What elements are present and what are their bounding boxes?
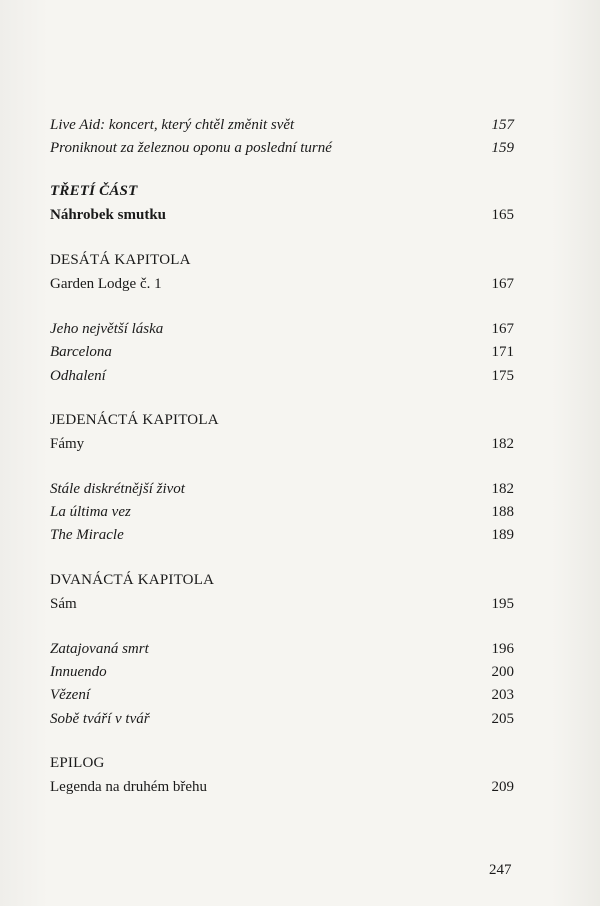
- page-number: 247: [489, 862, 512, 878]
- entry-title: Náhrobek smutku: [50, 207, 167, 223]
- entry-page: 167: [491, 321, 514, 337]
- toc-entry: [50, 640, 514, 658]
- entry-page: 188: [491, 504, 514, 520]
- entry-title: Sám: [50, 596, 77, 612]
- entry-page: 189: [491, 527, 514, 543]
- entry-page: 171: [491, 344, 514, 360]
- toc-entry: [50, 503, 514, 521]
- entry-title: Sobě tváří v tvář: [50, 711, 150, 727]
- entry-page: 209: [491, 779, 514, 795]
- entry-page: 203: [491, 687, 514, 703]
- entry-page: 159: [491, 140, 514, 156]
- toc-entry: [50, 663, 514, 681]
- entry-page: 182: [491, 481, 514, 497]
- toc-entry: [50, 595, 514, 613]
- toc-entry: [50, 480, 514, 498]
- entry-title: Zatajovaná smrt: [50, 641, 149, 657]
- chapter-heading: JEDENÁCTÁ KAPITOLA: [50, 412, 219, 428]
- toc-entry: [50, 275, 514, 293]
- entry-title: Barcelona: [50, 344, 112, 360]
- entry-page: 195: [491, 596, 514, 612]
- toc-entry: [50, 367, 514, 385]
- chapter-heading: DESÁTÁ KAPITOLA: [50, 252, 191, 268]
- entry-title: The Miracle: [50, 527, 124, 543]
- toc-entry: [50, 526, 514, 544]
- toc-entry: [50, 116, 514, 134]
- entry-title: Fámy: [50, 436, 85, 452]
- toc-entry: [50, 139, 514, 157]
- toc-entry: [50, 778, 514, 796]
- entry-page: 167: [491, 276, 514, 292]
- entry-title: Stále diskrétnější život: [50, 481, 185, 497]
- toc-entry: [50, 320, 514, 338]
- entry-title: Garden Lodge č. 1: [50, 276, 162, 292]
- chapter-heading: DVANÁCTÁ KAPITOLA: [50, 572, 215, 588]
- entry-page: 157: [491, 117, 514, 133]
- entry-title: Legenda na druhém břehu: [50, 779, 208, 795]
- entry-page: 165: [491, 207, 514, 223]
- entry-page: 182: [491, 436, 514, 452]
- toc-entry: [50, 343, 514, 361]
- entry-title: Jeho největší láska: [50, 321, 164, 337]
- entry-title: Innuendo: [50, 664, 107, 680]
- part-heading: TŘETÍ ČÁST: [50, 183, 138, 199]
- entry-page: 200: [491, 664, 514, 680]
- epilog-heading: EPILOG: [50, 755, 105, 771]
- entry-title: Live Aid: koncert, který chtěl změnit svět: [50, 117, 295, 133]
- entry-page: 196: [491, 641, 514, 657]
- toc-entry: [50, 710, 514, 728]
- toc-entry: [50, 435, 514, 453]
- toc-entry: [50, 686, 514, 704]
- entry-page: 205: [491, 711, 514, 727]
- entry-title: Proniknout za železnou oponu a poslední turné: [50, 140, 332, 156]
- entry-title: Odhalení: [50, 368, 106, 384]
- toc-entry: [50, 206, 514, 224]
- entry-title: La última vez: [50, 504, 131, 520]
- entry-title: Vězení: [50, 687, 90, 703]
- entry-page: 175: [491, 368, 514, 384]
